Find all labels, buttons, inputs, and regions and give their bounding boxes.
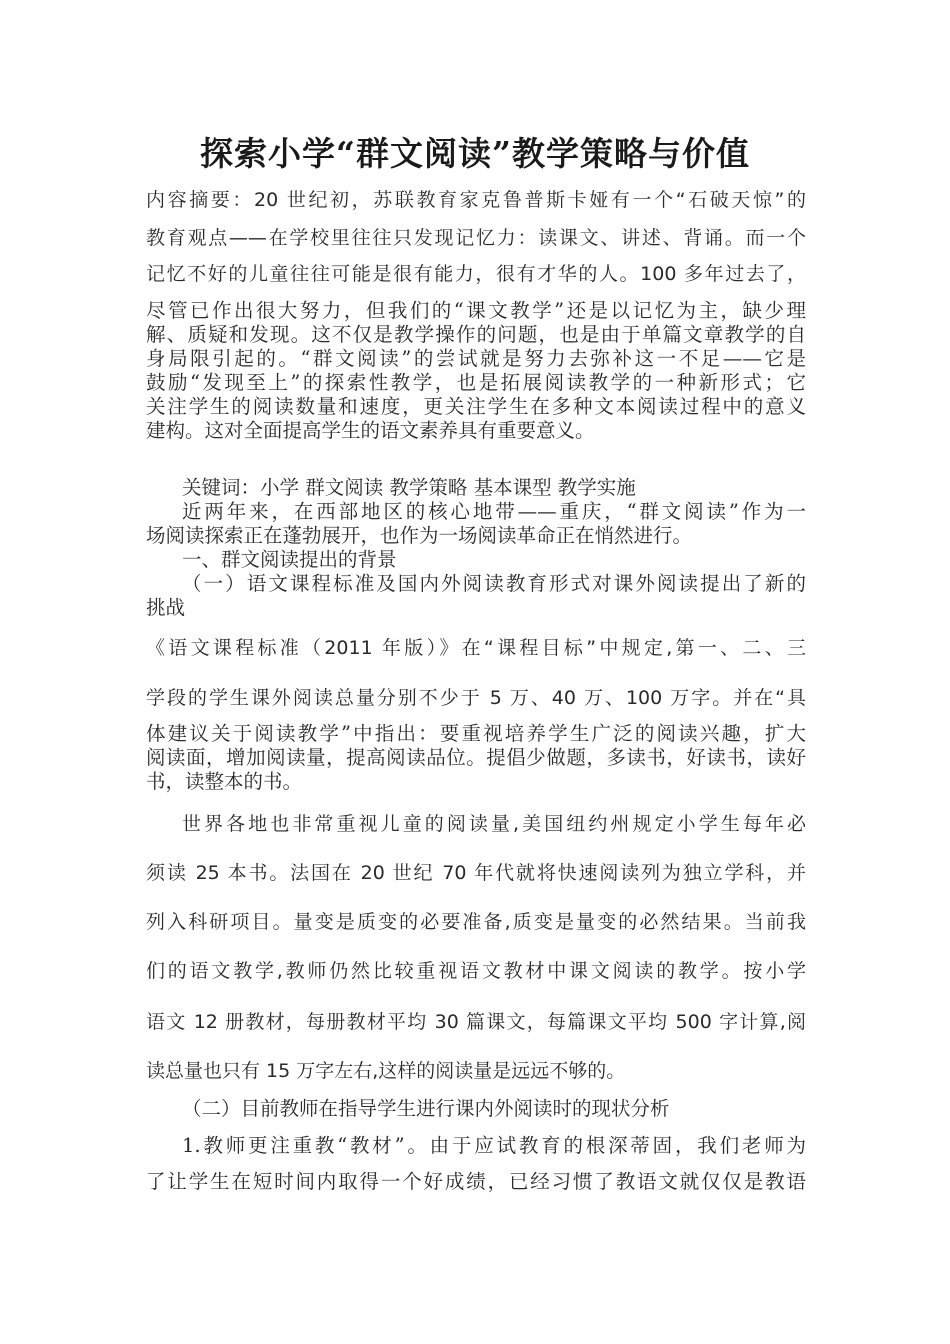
abstract-line: 教育观点——在学校里往往只发现记忆力：读课文、讲述、背诵。而一个 (146, 227, 806, 249)
abstract-line: 尽管已作出很大努力，但我们的“课文教学”还是以记忆为主，缺少理 (146, 299, 806, 322)
paragraph-line: 列入科研项目。量变是质变的必要准备,质变是量变的必然结果。当前我 (146, 911, 806, 933)
paragraph-line: 《语文课程标准（2011 年版）》在“课程目标”中规定,第一、二、三 (146, 637, 806, 659)
abstract-line: 身局限引起的。“群文阅读”的尝试就是努力去弥补这一不足——它是 (146, 347, 806, 370)
keywords: 关键词：小学 群文阅读 教学策略 基本课型 教学实施 (182, 476, 636, 499)
paragraph-line: 书，读整本的书。 (146, 770, 303, 793)
abstract-line: 鼓励“发现至上”的探索性教学，也是拓展阅读教学的一种新形式；它 (146, 371, 806, 394)
abstract-line: 内容摘要：20 世纪初，苏联教育家克鲁普斯卡娅有一个“石破天惊”的 (146, 189, 806, 211)
paragraph-line: 语文 12 册教材，每册教材平均 30 篇课文，每篇课文平均 500 字计算,阅 (146, 1011, 806, 1033)
intro-line: 近两年来，在西部地区的核心地带——重庆，“群文阅读”作为一 (182, 500, 806, 523)
paragraph-line: 体建议关于阅读教学”中指出：要重视培养学生广泛的阅读兴趣，扩大 (146, 722, 806, 745)
paragraph-line: 阅读面，增加阅读量，提高阅读品位。提倡少做题，多读书，好读书，读好 (146, 746, 806, 769)
abstract-line: 记忆不好的儿童往往可能是很有能力，很有才华的人。100 多年过去了， (146, 263, 806, 285)
paragraph-line: 们的语文教学,教师仍然比较重视语文教材中课文阅读的教学。按小学 (146, 960, 806, 982)
abstract-line: 建构。这对全面提高学生的语文素养具有重要意义。 (146, 419, 595, 442)
intro-line: 场阅读探索正在蓬勃展开，也作为一场阅读革命正在悄然进行。 (146, 524, 693, 547)
paragraph-line: 学段的学生课外阅读总量分别不少于 5 万、40 万、100 万字。并在“具 (146, 687, 806, 709)
document-title: 探索小学“群文阅读”教学策略与价值 (200, 134, 750, 173)
section-heading: 一、群文阅读提出的背景 (182, 548, 397, 571)
subsection-heading: 挑战 (146, 596, 186, 619)
abstract-line: 解、质疑和发现。这不仅是教学操作的问题，也是由于单篇文章教学的自 (146, 323, 806, 346)
paragraph-line: 读总量也只有 15 万字左右,这样的阅读量是远远不够的。 (146, 1060, 626, 1082)
paragraph-line: 世界各地也非常重视儿童的阅读量,美国纽约州规定小学生每年必 (182, 813, 806, 835)
paragraph-line: 了让学生在短时间内取得一个好成绩，已经习惯了教语文就仅仅是教语 (146, 1170, 806, 1193)
subsection-heading: （一）语文课程标准及国内外阅读教育形式对课外阅读提出了新的 (182, 572, 806, 595)
paragraph-line: 须读 25 本书。法国在 20 世纪 70 年代就将快速阅读列为独立学科，并 (146, 862, 806, 884)
paragraph-line: 1.教师更注重教“教材”。由于应试教育的根深蒂固，我们老师为 (182, 1134, 806, 1157)
subsection-heading: （二）目前教师在指导学生进行课内外阅读时的现状分析 (182, 1097, 670, 1120)
abstract-line: 关注学生的阅读数量和速度，更关注学生在多种文本阅读过程中的意义 (146, 395, 806, 418)
